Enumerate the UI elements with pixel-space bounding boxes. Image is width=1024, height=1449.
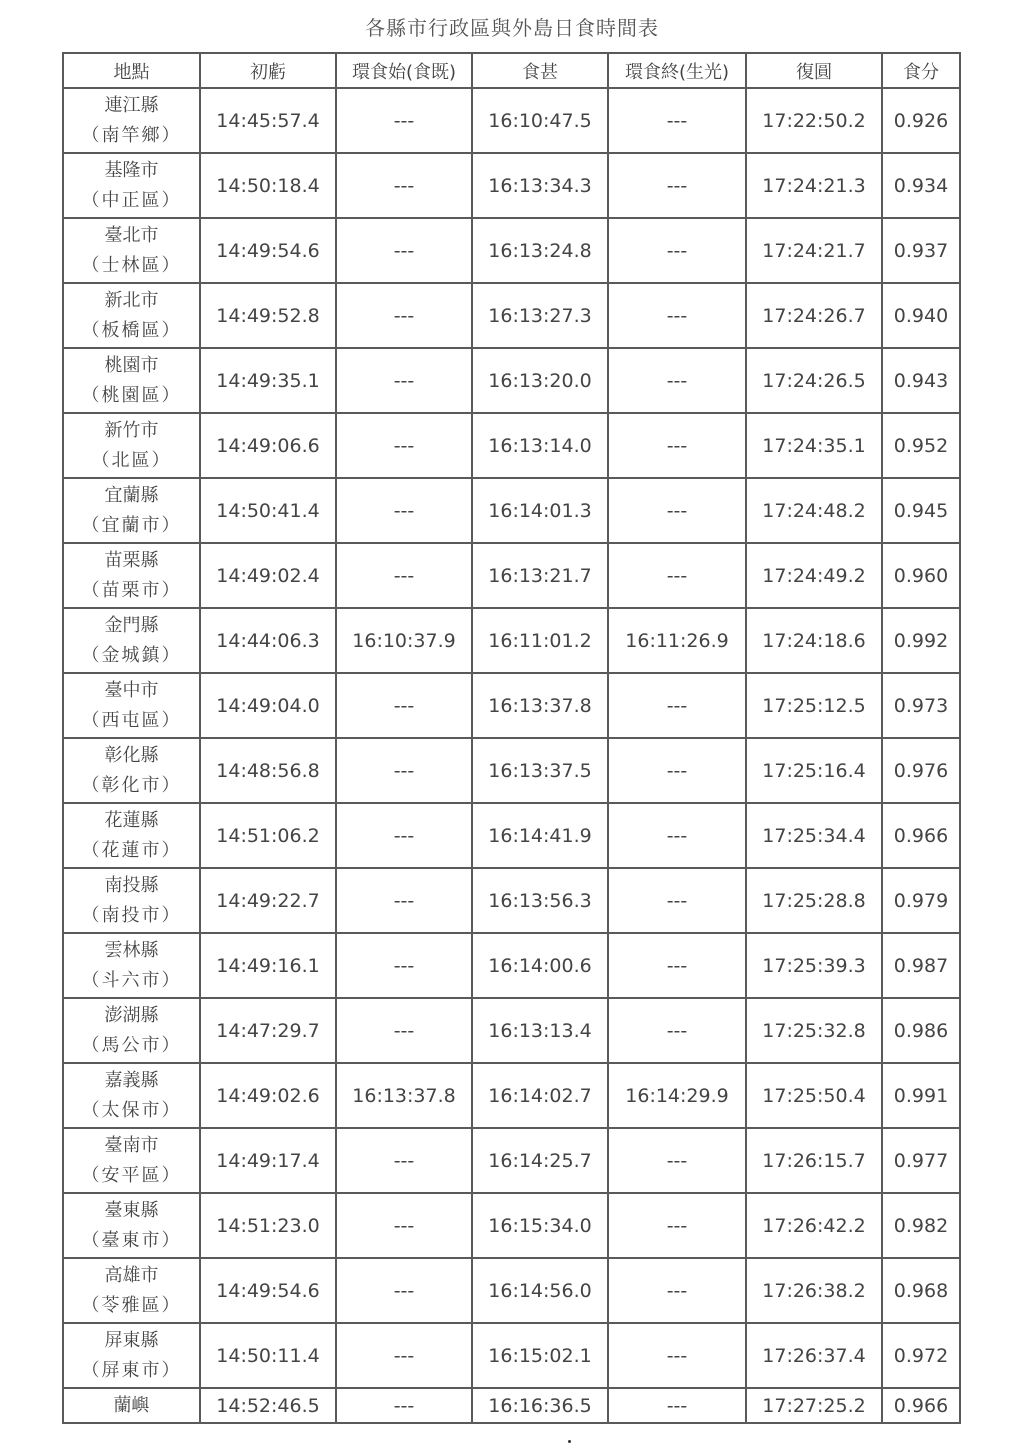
annular-start-cell: --- <box>336 478 472 543</box>
location-name: 蘭嶼 <box>113 1394 150 1416</box>
maximum-cell: 16:14:41.9 <box>472 803 608 868</box>
magnitude-cell: 0.934 <box>882 153 960 218</box>
location-cell <box>63 1128 200 1193</box>
table-row <box>63 1323 960 1388</box>
location-name: 臺中市 <box>104 679 159 701</box>
last-contact-cell: 17:24:21.7 <box>746 218 882 283</box>
annular-end-cell: 16:11:26.9 <box>608 608 746 673</box>
table-row <box>63 998 960 1063</box>
location-name: 雲林縣 <box>104 939 159 961</box>
location-cell <box>63 673 200 738</box>
first-contact-cell: 14:49:06.6 <box>200 413 336 478</box>
magnitude-cell: 0.937 <box>882 218 960 283</box>
location-name: 嘉義縣 <box>104 1069 159 1091</box>
last-contact-cell: 17:22:50.2 <box>746 88 882 153</box>
table-row <box>63 803 960 868</box>
last-contact-cell: 17:26:38.2 <box>746 1258 882 1323</box>
annular-start-cell: --- <box>336 1128 472 1193</box>
annular-end-cell: --- <box>608 1388 746 1423</box>
annular-start-cell: --- <box>336 1388 472 1423</box>
annular-start-cell: --- <box>336 673 472 738</box>
annular-end-cell: --- <box>608 478 746 543</box>
first-contact-cell: 14:49:02.6 <box>200 1063 336 1128</box>
annular-start-cell: --- <box>336 1258 472 1323</box>
location-cell <box>63 738 200 803</box>
location-district: （南投市） <box>81 904 182 926</box>
header-magnitude: 食分 <box>882 53 960 88</box>
location-cell <box>63 933 200 998</box>
header-first-contact: 初虧 <box>200 53 336 88</box>
location-district: （士林區） <box>81 254 182 276</box>
location-cell <box>63 153 200 218</box>
first-contact-cell: 14:47:29.7 <box>200 998 336 1063</box>
first-contact-cell: 14:48:56.8 <box>200 738 336 803</box>
table-row <box>63 413 960 478</box>
location-name: 基隆市 <box>104 159 159 181</box>
last-contact-cell: 17:24:35.1 <box>746 413 882 478</box>
magnitude-cell: 0.966 <box>882 1388 960 1423</box>
location-district: （花蓮市） <box>81 839 182 861</box>
annular-end-cell: --- <box>608 868 746 933</box>
table-row <box>63 88 960 153</box>
magnitude-cell: 0.926 <box>882 88 960 153</box>
annular-end-cell: --- <box>608 933 746 998</box>
magnitude-cell: 0.972 <box>882 1323 960 1388</box>
location-name: 臺南市 <box>104 1134 159 1156</box>
table-row <box>63 738 960 803</box>
first-contact-cell: 14:49:02.4 <box>200 543 336 608</box>
header-annular-end: 環食終(生光) <box>608 53 746 88</box>
last-contact-cell: 17:26:42.2 <box>746 1193 882 1258</box>
location-district: （太保市） <box>81 1099 182 1121</box>
header-location: 地點 <box>63 53 200 88</box>
last-contact-cell: 17:25:50.4 <box>746 1063 882 1128</box>
annular-start-cell: 16:10:37.9 <box>336 608 472 673</box>
location-cell <box>63 803 200 868</box>
magnitude-cell: 0.987 <box>882 933 960 998</box>
maximum-cell: 16:13:13.4 <box>472 998 608 1063</box>
magnitude-cell: 0.973 <box>882 673 960 738</box>
first-contact-cell: 14:51:23.0 <box>200 1193 336 1258</box>
location-cell <box>63 413 200 478</box>
location-district: （安平區） <box>81 1164 182 1186</box>
annular-end-cell: --- <box>608 1193 746 1258</box>
maximum-cell: 16:15:34.0 <box>472 1193 608 1258</box>
location-name: 彰化縣 <box>104 744 159 766</box>
maximum-cell: 16:13:37.8 <box>472 673 608 738</box>
magnitude-cell: 0.979 <box>882 868 960 933</box>
location-district: （苗栗市） <box>81 579 182 601</box>
location-name: 苗栗縣 <box>104 549 159 571</box>
last-contact-cell: 17:25:12.5 <box>746 673 882 738</box>
location-name: 臺東縣 <box>104 1199 159 1221</box>
location-district: （北區） <box>91 449 172 471</box>
annular-end-cell: --- <box>608 413 746 478</box>
table-row <box>63 868 960 933</box>
magnitude-cell: 0.952 <box>882 413 960 478</box>
first-contact-cell: 14:49:22.7 <box>200 868 336 933</box>
location-cell <box>63 608 200 673</box>
annular-end-cell: --- <box>608 673 746 738</box>
annular-start-cell: --- <box>336 803 472 868</box>
location-cell <box>63 88 200 153</box>
location-name: 臺北市 <box>104 224 159 246</box>
location-district: （中正區） <box>81 189 182 211</box>
location-district: （彰化市） <box>81 774 182 796</box>
first-contact-cell: 14:50:18.4 <box>200 153 336 218</box>
table-row <box>63 608 960 673</box>
maximum-cell: 16:13:27.3 <box>472 283 608 348</box>
annular-start-cell: 16:13:37.8 <box>336 1063 472 1128</box>
location-name: 宜蘭縣 <box>104 484 159 506</box>
location-cell <box>63 1063 200 1128</box>
table-row <box>63 933 960 998</box>
table-row <box>63 1128 960 1193</box>
maximum-cell: 16:14:25.7 <box>472 1128 608 1193</box>
annular-start-cell: --- <box>336 348 472 413</box>
header-annular-start: 環食始(食既) <box>336 53 472 88</box>
last-contact-cell: 17:26:37.4 <box>746 1323 882 1388</box>
location-name: 高雄市 <box>104 1264 159 1286</box>
annular-end-cell: --- <box>608 1258 746 1323</box>
location-cell <box>63 1388 200 1423</box>
first-contact-cell: 14:49:16.1 <box>200 933 336 998</box>
first-contact-cell: 14:51:06.2 <box>200 803 336 868</box>
last-contact-cell: 17:25:39.3 <box>746 933 882 998</box>
magnitude-cell: 0.991 <box>882 1063 960 1128</box>
page-title: 各縣市行政區與外島日食時間表 <box>365 16 659 40</box>
first-contact-cell: 14:44:06.3 <box>200 608 336 673</box>
table-row <box>63 673 960 738</box>
first-contact-cell: 14:49:35.1 <box>200 348 336 413</box>
annular-end-cell: --- <box>608 738 746 803</box>
annular-end-cell: --- <box>608 348 746 413</box>
last-contact-cell: 17:24:26.5 <box>746 348 882 413</box>
location-cell <box>63 283 200 348</box>
annular-end-cell: --- <box>608 283 746 348</box>
location-cell <box>63 1193 200 1258</box>
location-name: 南投縣 <box>104 874 159 896</box>
annular-end-cell: --- <box>608 998 746 1063</box>
maximum-cell: 16:15:02.1 <box>472 1323 608 1388</box>
location-district: （屏東市） <box>81 1359 182 1381</box>
maximum-cell: 16:10:47.5 <box>472 88 608 153</box>
annular-start-cell: --- <box>336 543 472 608</box>
magnitude-cell: 0.968 <box>882 1258 960 1323</box>
last-contact-cell: 17:24:21.3 <box>746 153 882 218</box>
location-cell <box>63 868 200 933</box>
last-contact-cell: 17:25:28.8 <box>746 868 882 933</box>
annular-start-cell: --- <box>336 868 472 933</box>
table-row <box>63 1193 960 1258</box>
last-contact-cell: 17:24:48.2 <box>746 478 882 543</box>
maximum-cell: 16:13:24.8 <box>472 218 608 283</box>
first-contact-cell: 14:49:52.8 <box>200 283 336 348</box>
annular-end-cell: --- <box>608 543 746 608</box>
last-contact-cell: 17:24:49.2 <box>746 543 882 608</box>
magnitude-cell: 0.960 <box>882 543 960 608</box>
location-district: （金城鎮） <box>81 644 182 666</box>
first-contact-cell: 14:49:54.6 <box>200 1258 336 1323</box>
magnitude-cell: 0.943 <box>882 348 960 413</box>
table-body <box>63 88 960 1423</box>
location-district: （馬公市） <box>81 1034 182 1056</box>
annular-end-cell: --- <box>608 1323 746 1388</box>
location-name: 新北市 <box>104 289 159 311</box>
annular-start-cell: --- <box>336 933 472 998</box>
location-name: 桃園市 <box>104 354 159 376</box>
annular-start-cell: --- <box>336 413 472 478</box>
first-contact-cell: 14:50:11.4 <box>200 1323 336 1388</box>
maximum-cell: 16:14:02.7 <box>472 1063 608 1128</box>
location-name: 金門縣 <box>104 614 159 636</box>
table-row <box>63 1388 960 1423</box>
annular-start-cell: --- <box>336 88 472 153</box>
maximum-cell: 16:13:34.3 <box>472 153 608 218</box>
maximum-cell: 16:14:01.3 <box>472 478 608 543</box>
location-cell <box>63 478 200 543</box>
location-district: （桃園區） <box>81 384 182 406</box>
magnitude-cell: 0.992 <box>882 608 960 673</box>
location-district: （苓雅區） <box>81 1294 182 1316</box>
annular-end-cell: --- <box>608 803 746 868</box>
annular-start-cell: --- <box>336 1323 472 1388</box>
first-contact-cell: 14:49:04.0 <box>200 673 336 738</box>
first-contact-cell: 14:49:54.6 <box>200 218 336 283</box>
maximum-cell: 16:13:14.0 <box>472 413 608 478</box>
location-cell <box>63 1258 200 1323</box>
location-name: 新竹市 <box>104 419 159 441</box>
annular-start-cell: --- <box>336 153 472 218</box>
magnitude-cell: 0.940 <box>882 283 960 348</box>
annular-end-cell: 16:14:29.9 <box>608 1063 746 1128</box>
table-row <box>63 543 960 608</box>
annular-start-cell: --- <box>336 1193 472 1258</box>
location-district: （板橋區） <box>81 319 182 341</box>
annular-end-cell: --- <box>608 88 746 153</box>
table-row <box>63 1258 960 1323</box>
table-row <box>63 478 960 543</box>
first-contact-cell: 14:49:17.4 <box>200 1128 336 1193</box>
annular-start-cell: --- <box>336 998 472 1063</box>
location-cell <box>63 348 200 413</box>
maximum-cell: 16:13:21.7 <box>472 543 608 608</box>
last-contact-cell: 17:25:32.8 <box>746 998 882 1063</box>
last-contact-cell: 17:25:16.4 <box>746 738 882 803</box>
first-contact-cell: 14:50:41.4 <box>200 478 336 543</box>
location-name: 屏東縣 <box>104 1329 159 1351</box>
annular-start-cell: --- <box>336 283 472 348</box>
eclipse-times-table <box>62 52 961 1424</box>
location-district: （宜蘭市） <box>81 514 182 536</box>
magnitude-cell: 0.986 <box>882 998 960 1063</box>
page-dot <box>568 1440 571 1443</box>
annular-start-cell: --- <box>336 218 472 283</box>
annular-end-cell: --- <box>608 1128 746 1193</box>
maximum-cell: 16:16:36.5 <box>472 1388 608 1423</box>
last-contact-cell: 17:26:15.7 <box>746 1128 882 1193</box>
annular-end-cell: --- <box>608 218 746 283</box>
magnitude-cell: 0.977 <box>882 1128 960 1193</box>
maximum-cell: 16:13:20.0 <box>472 348 608 413</box>
location-district: （南竿鄉） <box>81 124 182 146</box>
last-contact-cell: 17:27:25.2 <box>746 1388 882 1423</box>
maximum-cell: 16:14:00.6 <box>472 933 608 998</box>
location-name: 澎湖縣 <box>104 1004 159 1026</box>
location-name: 連江縣 <box>104 94 159 116</box>
maximum-cell: 16:11:01.2 <box>472 608 608 673</box>
annular-start-cell: --- <box>336 738 472 803</box>
last-contact-cell: 17:24:18.6 <box>746 608 882 673</box>
maximum-cell: 16:14:56.0 <box>472 1258 608 1323</box>
location-district: （西屯區） <box>81 709 182 731</box>
maximum-cell: 16:13:37.5 <box>472 738 608 803</box>
maximum-cell: 16:13:56.3 <box>472 868 608 933</box>
location-district: （臺東市） <box>81 1229 182 1251</box>
last-contact-cell: 17:25:34.4 <box>746 803 882 868</box>
table-header-row <box>63 53 960 88</box>
magnitude-cell: 0.976 <box>882 738 960 803</box>
table-row <box>63 153 960 218</box>
first-contact-cell: 14:45:57.4 <box>200 88 336 153</box>
last-contact-cell: 17:24:26.7 <box>746 283 882 348</box>
header-last-contact: 復圓 <box>746 53 882 88</box>
location-name: 花蓮縣 <box>104 809 159 831</box>
table-row <box>63 283 960 348</box>
table-row <box>63 1063 960 1128</box>
magnitude-cell: 0.966 <box>882 803 960 868</box>
magnitude-cell: 0.982 <box>882 1193 960 1258</box>
location-cell <box>63 543 200 608</box>
table-row <box>63 218 960 283</box>
magnitude-cell: 0.945 <box>882 478 960 543</box>
table-row <box>63 348 960 413</box>
location-cell <box>63 998 200 1063</box>
header-maximum: 食甚 <box>472 53 608 88</box>
location-cell <box>63 218 200 283</box>
location-cell <box>63 1323 200 1388</box>
annular-end-cell: --- <box>608 153 746 218</box>
location-district: （斗六市） <box>81 969 182 991</box>
first-contact-cell: 14:52:46.5 <box>200 1388 336 1423</box>
